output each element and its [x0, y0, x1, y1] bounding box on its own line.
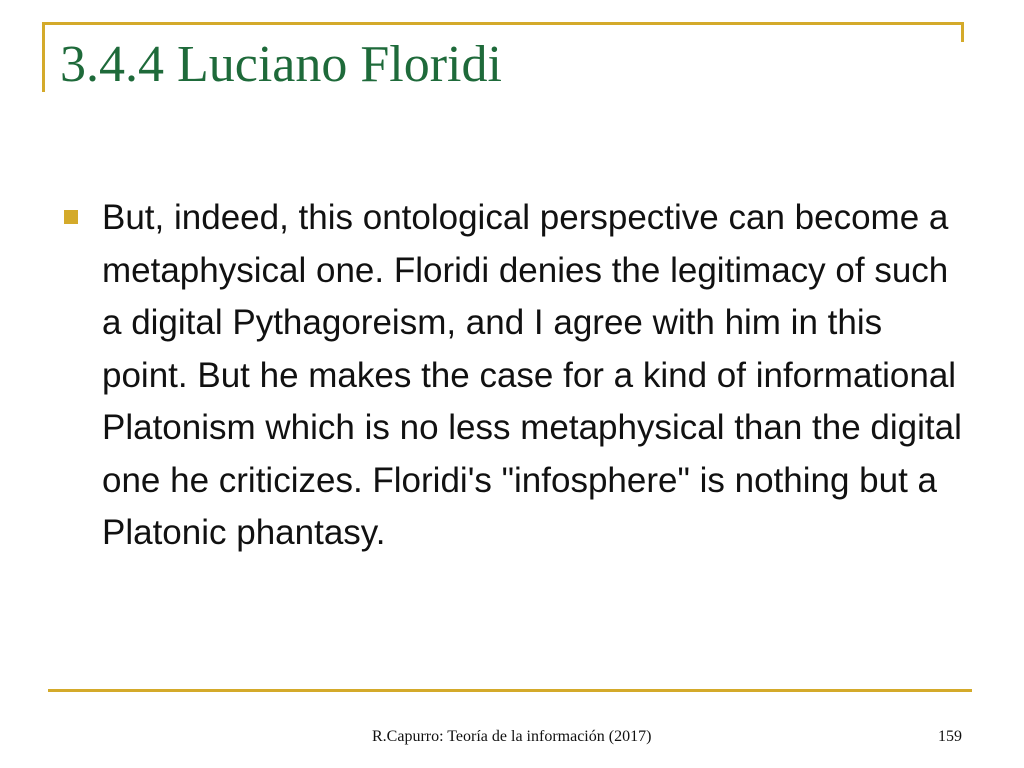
footer-rule	[48, 689, 972, 692]
decorative-right-rule	[961, 22, 964, 42]
page-number: 159	[938, 728, 962, 745]
square-bullet-icon	[64, 210, 78, 224]
bullet-text: But, indeed, this ontological perspective can become a metaphysical one. Floridi denies the legitimacy of such a digital Pythagoreism, and I agree with him in this point. But he makes the case for a kind of informational Platonism which is no less metaphysical than the digital one he criticizes. Floridi's "infosphere" is nothing but a Platonic phantasy.	[102, 198, 962, 552]
footer-citation: R.Capurro: Teoría de la información (2017)	[372, 728, 652, 745]
decorative-left-rule	[42, 22, 45, 92]
decorative-top-rule	[42, 22, 964, 25]
slide-title: 3.4.4 Luciano Floridi	[60, 36, 502, 93]
